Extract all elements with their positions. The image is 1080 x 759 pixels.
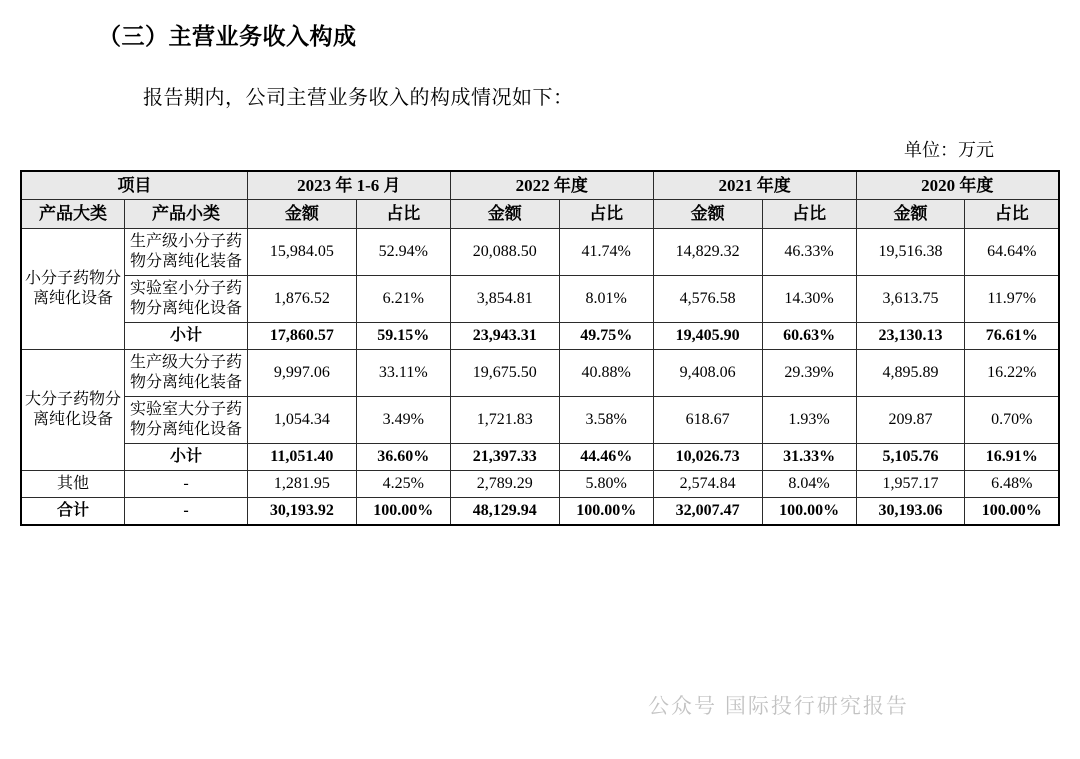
cell-percent: 33.11% — [356, 349, 450, 396]
row-subcategory: 生产级小分子药物分离纯化装备 — [125, 228, 248, 275]
cell-percent: 5.80% — [559, 470, 653, 497]
table-row-total — [21, 497, 1059, 525]
header-period-3: 2021 年度 — [653, 171, 856, 200]
cell-amount: 1,957.17 — [856, 470, 965, 497]
cell-percent: 0.70% — [965, 396, 1059, 443]
table-row-other — [21, 470, 1059, 497]
cell-percent: 3.58% — [559, 396, 653, 443]
cell-percent: 40.88% — [559, 349, 653, 396]
cell-amount: 2,574.84 — [653, 470, 762, 497]
cell-percent: 14.30% — [762, 275, 856, 322]
cell-percent: 60.63% — [762, 322, 856, 349]
header-period-2: 2022 年度 — [450, 171, 653, 200]
document-page — [0, 18, 1080, 759]
table-row — [21, 349, 1059, 396]
header-percent-4: 占比 — [965, 200, 1059, 228]
cell-percent: 59.15% — [356, 322, 450, 349]
cell-amount: 3,613.75 — [856, 275, 965, 322]
header-subcategory: 产品小类 — [125, 200, 248, 228]
cell-amount: 30,193.06 — [856, 497, 965, 525]
cell-amount: 4,895.89 — [856, 349, 965, 396]
cell-percent: 44.46% — [559, 443, 653, 470]
row-category: 合计 — [21, 497, 125, 525]
cell-percent: 36.60% — [356, 443, 450, 470]
header-amount-2: 金额 — [450, 200, 559, 228]
cell-amount: 23,943.31 — [450, 322, 559, 349]
unit-note: 单位：万元 — [904, 140, 994, 160]
cell-amount: 23,130.13 — [856, 322, 965, 349]
row-category: 其他 — [21, 470, 125, 497]
row-subcategory: 小计 — [125, 443, 248, 470]
row-subcategory: 生产级大分子药物分离纯化装备 — [125, 349, 248, 396]
row-subcategory: - — [125, 497, 248, 525]
cell-percent: 1.93% — [762, 396, 856, 443]
row-subcategory: 小计 — [125, 322, 248, 349]
cell-amount: 14,829.32 — [653, 228, 762, 275]
row-category: 大分子药物分离纯化设备 — [21, 349, 125, 470]
cell-percent: 41.74% — [559, 228, 653, 275]
cell-percent: 11.97% — [965, 275, 1059, 322]
cell-percent: 76.61% — [965, 322, 1059, 349]
page-title: （三）主营业务收入构成 — [98, 24, 357, 49]
cell-amount: 30,193.92 — [247, 497, 356, 525]
cell-amount: 17,860.57 — [247, 322, 356, 349]
table-row-subtotal — [21, 443, 1059, 470]
row-subcategory: 实验室大分子药物分离纯化设备 — [125, 396, 248, 443]
cell-amount: 1,281.95 — [247, 470, 356, 497]
cell-percent: 4.25% — [356, 470, 450, 497]
table-row — [21, 396, 1059, 443]
cell-amount: 9,408.06 — [653, 349, 762, 396]
table-header-row-measures — [21, 200, 1059, 228]
table-header-row-periods — [21, 171, 1059, 200]
header-amount-4: 金额 — [856, 200, 965, 228]
cell-percent: 52.94% — [356, 228, 450, 275]
cell-percent: 6.48% — [965, 470, 1059, 497]
cell-amount: 3,854.81 — [450, 275, 559, 322]
cell-amount: 1,721.83 — [450, 396, 559, 443]
header-percent-1: 占比 — [356, 200, 450, 228]
cell-percent: 8.04% — [762, 470, 856, 497]
cell-amount: 2,789.29 — [450, 470, 559, 497]
cell-percent: 46.33% — [762, 228, 856, 275]
header-amount-3: 金额 — [653, 200, 762, 228]
cell-percent: 100.00% — [356, 497, 450, 525]
cell-percent: 64.64% — [965, 228, 1059, 275]
cell-percent: 8.01% — [559, 275, 653, 322]
cell-percent: 16.91% — [965, 443, 1059, 470]
cell-amount: 21,397.33 — [450, 443, 559, 470]
revenue-composition-table — [20, 170, 1060, 526]
cell-amount: 11,051.40 — [247, 443, 356, 470]
cell-amount: 1,054.34 — [247, 396, 356, 443]
cell-percent: 16.22% — [965, 349, 1059, 396]
cell-amount: 209.87 — [856, 396, 965, 443]
cell-amount: 19,405.90 — [653, 322, 762, 349]
header-category: 产品大类 — [21, 200, 125, 228]
cell-percent: 49.75% — [559, 322, 653, 349]
header-percent-2: 占比 — [559, 200, 653, 228]
cell-amount: 20,088.50 — [450, 228, 559, 275]
header-period-1: 2023 年 1-6 月 — [247, 171, 450, 200]
cell-percent: 29.39% — [762, 349, 856, 396]
table-row-subtotal — [21, 322, 1059, 349]
cell-percent: 6.21% — [356, 275, 450, 322]
cell-amount: 9,997.06 — [247, 349, 356, 396]
cell-percent: 31.33% — [762, 443, 856, 470]
row-category: 小分子药物分离纯化设备 — [21, 228, 125, 349]
row-subcategory: - — [125, 470, 248, 497]
row-subcategory: 实验室小分子药物分离纯化设备 — [125, 275, 248, 322]
header-amount-1: 金额 — [247, 200, 356, 228]
cell-amount: 5,105.76 — [856, 443, 965, 470]
cell-amount: 15,984.05 — [247, 228, 356, 275]
cell-amount: 4,576.58 — [653, 275, 762, 322]
intro-paragraph: 报告期内，公司主营业务收入的构成情况如下： — [143, 87, 574, 109]
cell-percent: 100.00% — [559, 497, 653, 525]
cell-amount: 48,129.94 — [450, 497, 559, 525]
cell-amount: 32,007.47 — [653, 497, 762, 525]
cell-amount: 19,516.38 — [856, 228, 965, 275]
watermark: 公众号 国际投行研究报告 — [648, 695, 909, 718]
cell-amount: 1,876.52 — [247, 275, 356, 322]
header-percent-3: 占比 — [762, 200, 856, 228]
cell-amount: 618.67 — [653, 396, 762, 443]
header-period-4: 2020 年度 — [856, 171, 1059, 200]
header-item: 项目 — [21, 171, 247, 200]
cell-percent: 100.00% — [965, 497, 1059, 525]
table-row — [21, 275, 1059, 322]
cell-percent: 3.49% — [356, 396, 450, 443]
cell-amount: 10,026.73 — [653, 443, 762, 470]
cell-percent: 100.00% — [762, 497, 856, 525]
table-row — [21, 228, 1059, 275]
cell-amount: 19,675.50 — [450, 349, 559, 396]
